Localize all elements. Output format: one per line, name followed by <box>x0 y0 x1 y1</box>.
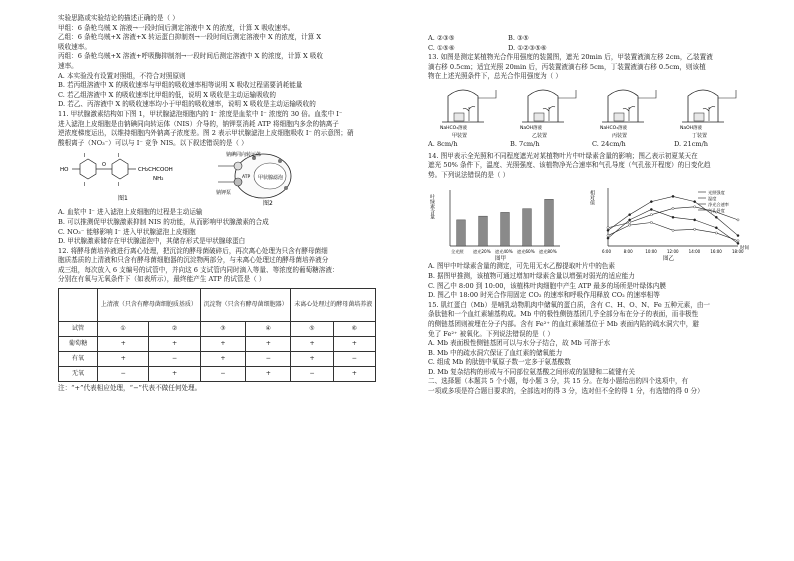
plant-icon <box>703 106 715 121</box>
svg-text:O: O <box>102 162 106 169</box>
data-point <box>672 230 674 232</box>
data-point <box>715 227 717 229</box>
q14-option-d: D. 图乙中 18:00 时光合作用固定 CO₂ 的速率和呼吸作用释放 CO₂ 的速率相等 <box>428 291 660 300</box>
q11-option-c: C. NO₃⁻ 能够影响 I⁻ 进入甲状腺滤泡上皮细胞 <box>58 227 196 236</box>
nis-label: 钠碘同向转运体 <box>226 152 262 159</box>
data-point <box>672 208 674 210</box>
solution-beaker <box>694 113 704 121</box>
table-cell: − <box>149 352 200 367</box>
data-point <box>737 235 739 237</box>
series-line <box>608 223 738 241</box>
x-tick-label: 8:00 <box>623 249 633 255</box>
table-cell: 试管 <box>59 322 98 337</box>
table-cell: + <box>246 367 291 382</box>
nh2-label: NH₂ <box>153 176 164 183</box>
table-cell: − <box>98 367 149 382</box>
svg-text:HO: HO <box>60 167 69 174</box>
q14-option-c: C. 图乙中 8:00 到 10:00，该植株叶肉细胞中产生 ATP 最多的场所是叶绿体内膜 <box>428 281 666 290</box>
q10-option-a: A. 本实验没有设置对照组，不符合对照原则 <box>58 71 186 80</box>
q13-line: 滴右移 0.5cm；适宜光照 20min 后，丙装置液滴右移 5cm，丁装置液滴右移 0.5cm，则该植 <box>428 62 706 71</box>
q13-line: 13. 如图是测定某植物光合作用强度的装置图，遮光 20min 后，甲装置液滴左移 2cm，乙装置液 <box>428 53 713 62</box>
table-row <box>59 322 376 337</box>
q12-line: 胞质基质的上清液和只含有酵母菌细胞器的沉淀物两部分，与未离心处理过的酵母菌培养液分 <box>58 256 329 265</box>
q11-option-d: D. 甲状腺激素储存在甲状腺滤泡中，其储存形式是甲状腺球蛋白 <box>58 237 246 246</box>
data-point <box>629 219 631 221</box>
q14-charts <box>428 180 758 262</box>
solution-label: NaOH溶液 <box>680 125 703 131</box>
q15-option-a: A. Mb 表面极性侧链基团可以与水分子结合，故 Mb 可溶于水 <box>428 339 611 348</box>
table-cell: + <box>200 352 245 367</box>
section2-line: 二、选择题（本题共 5 个小题，每小题 3 分，共 15 分。在每小题给出的四个选项中，有 <box>428 377 689 386</box>
solution-label: NaOH溶液 <box>520 125 543 131</box>
data-point <box>650 222 652 224</box>
table-cell: + <box>333 367 375 382</box>
x-tick-label: 18:00 <box>732 249 744 255</box>
table-cell: ① <box>98 322 149 337</box>
q14-line: 14. 图甲表示全光照和不同程度遮光对某植物叶片中叶绿素含量的影响；图乙表示初夏某天在 <box>428 151 698 160</box>
q11-line: 11. 甲状腺激素结构如下图 1，甲状腺滤泡细胞内的 I⁻ 浓度是血浆中 I⁻ 浓度的 30 倍。血浆中 I⁻ <box>58 109 343 118</box>
apparatus-diagram <box>428 82 758 140</box>
x-tick-label: 16:00 <box>710 249 722 255</box>
q10-option-c: C. 若乙组溶液中 X 的吸收速率比甲组的低，说明 X 吸收是主动运输吸收的 <box>58 90 276 99</box>
bar <box>457 220 466 246</box>
data-point <box>629 214 631 216</box>
chart-right <box>589 188 749 262</box>
table-cell: + <box>98 337 149 352</box>
x-tick-label: 10:00 <box>645 249 657 255</box>
q15-option-b: B. Mb 中的疏水洞穴保证了血红素的储氧能力 <box>428 348 563 357</box>
data-point <box>694 201 696 203</box>
bar <box>523 209 532 246</box>
q11-line: 进入滤泡上皮细胞是由钠碘同向转运体（NIS）介导的，钠钾泵消耗 ATP 将细胞内多余的钠离子 <box>58 119 339 128</box>
q10-line: 乙组：6 条枪乌贼+X 溶液+X 转运蛋白抑制剂→一段时间后测定溶液中 X 的浓度，计算 X <box>58 33 322 42</box>
x-tick-label: 全光照 <box>451 249 464 255</box>
q12-option-d: D. ①②③⑤⑥ <box>508 43 547 52</box>
x-tick-label: 遮光20% <box>473 249 491 255</box>
table-cell: + <box>291 337 333 352</box>
left-column <box>58 0 398 394</box>
svg-text:I: I <box>84 153 86 160</box>
data-point <box>737 219 739 221</box>
table-note: 注：“+”代表相应处理，“−”代表不做任何处理。 <box>58 384 202 393</box>
table-row <box>59 337 376 352</box>
data-point <box>650 209 652 211</box>
bar <box>501 213 510 247</box>
q15-line: 的侧链基团则被埋在分子内部。含有 Fe²⁺ 的血红素辅基位于 Mb 表面内陷的疏水洞穴中，避 <box>428 319 699 328</box>
table-header-cell: 未离心处理过的酵母菌培养液 <box>291 289 376 322</box>
table-header-cell <box>59 289 98 322</box>
data-point <box>607 237 609 239</box>
atp-label: ATP <box>242 175 251 181</box>
formula-label: CH₂CHCOOH <box>138 167 173 174</box>
x-tick-label: 遮光80% <box>539 249 557 255</box>
data-point <box>694 219 696 221</box>
x-tick-label: 14:00 <box>688 249 701 255</box>
table-cell: ⑤ <box>291 322 333 337</box>
svg-text:I: I <box>84 182 86 189</box>
solution-label: NaHCO₃溶液 <box>600 125 627 131</box>
q11-line: 酸根离子（NO₃⁻）可以与 I⁻ 竞争 NIS。以下叙述错误的是（ ） <box>58 138 248 147</box>
q15-line: 15. 肌红蛋白（Mb）是哺乳动物肌肉中储氧的蛋白质，含有 C、H、O、N、Fe 五种元素，由一 <box>428 300 711 309</box>
x-axis-label: 时间 <box>740 246 749 252</box>
table-cell: − <box>291 367 333 382</box>
chart-left <box>429 190 560 262</box>
q11-option-a: A. 血浆中 I⁻ 进入滤泡上皮细胞的过程是主动运输 <box>58 208 203 217</box>
q10-line: 速率。 <box>58 61 78 70</box>
q15-line: 免了 Fe²⁺ 被氧化。下列说法错误的是（ ） <box>428 329 555 338</box>
svg-text:I: I <box>118 153 120 160</box>
q13-option-b: B. 7cm/h <box>510 139 540 148</box>
table-row-label: 葡萄糖 <box>59 337 98 352</box>
q12-option-c: C. ①⑤⑥ <box>428 43 455 52</box>
apparatus-label: 甲装置 <box>452 132 468 139</box>
bar <box>479 216 488 246</box>
data-point <box>737 240 739 242</box>
q13-option-d: D. 21cm/h <box>674 139 709 148</box>
table-cell: + <box>291 352 333 367</box>
plant-icon <box>543 106 555 121</box>
data-point <box>607 235 609 237</box>
legend-label: 光照强度 <box>708 190 725 196</box>
data-point <box>607 227 609 229</box>
solution-beaker <box>454 113 464 121</box>
data-point <box>607 230 609 232</box>
q13-options <box>428 140 758 150</box>
table-cell: + <box>333 337 375 352</box>
experiment-table <box>58 288 376 382</box>
q10-intro: 实验思路或实验结论的描述正确的是（ ） <box>58 14 179 22</box>
q11-line: 逆浓度梯度运出，以维持细胞内外钠离子浓度差。图 2 表示甲状腺滤泡上皮细胞吸收 I⁻ 的示意图；硝 <box>58 129 354 138</box>
q10-option-d: D. 若乙、丙溶液中 X 的吸收速率均小于甲组的吸收速率，说明 X 吸收是主动运输吸收的 <box>58 100 316 109</box>
plant-icon <box>463 106 475 121</box>
q13-option-c: C. 24cm/h <box>592 139 626 148</box>
q10-line: 吸收速率。 <box>58 42 91 51</box>
cell-label: 甲状腺滤泡 <box>258 175 284 182</box>
table-header-cell: 沉淀物（只含有酵母菌细胞器） <box>200 289 291 322</box>
data-point <box>650 201 652 203</box>
data-point <box>650 214 652 216</box>
table-cell: + <box>246 337 291 352</box>
y-axis-label: 相对值 <box>589 190 595 206</box>
plant-icon <box>623 106 635 121</box>
data-point <box>672 217 674 219</box>
data-point <box>672 196 674 198</box>
fig2-caption: 图2 <box>263 200 273 208</box>
data-point <box>629 224 631 226</box>
table-cell: ⑥ <box>333 322 375 337</box>
q12-line: 分别在有氧与无氧条件下（如表所示），最终能产生 ATP 的试管是（ ） <box>58 275 266 284</box>
q12-option-a: A. ②③⑤ <box>428 34 455 42</box>
data-point <box>694 229 696 231</box>
data-point <box>737 243 739 245</box>
q12-line: 成三组，每次放入 6 支编号的试管中，并向这 6 支试管内同时滴入等量、等浓度的葡萄糖溶液： <box>58 265 339 274</box>
right-column <box>428 0 758 397</box>
section2-line: 一项或多项是符合题目要求的，全部选对的得 3 分，选对但不全的得 1 分，有选错的得 0 分） <box>428 387 704 396</box>
thyroid-figure <box>58 148 318 208</box>
table-cell: ④ <box>246 322 291 337</box>
table-cell: + <box>149 367 200 382</box>
legend-label: 温度 <box>708 196 717 202</box>
table-row-label: 无氧 <box>59 367 98 382</box>
q13-line: 物在上述光照条件下，总光合作用强度为（ ） <box>428 72 562 81</box>
x-tick-label: 遮光40% <box>495 249 513 255</box>
q10-line: 甲组：6 条枪乌贼 X 溶液→一段时间后测定溶液中 X 的浓度，计算 X 吸收速率。 <box>58 23 295 32</box>
table-header-row <box>59 289 376 322</box>
table-cell: + <box>149 337 200 352</box>
q10-line: 丙组：6 条枪乌贼+X 溶液+呼吸酶抑制剂→一段时间后测定溶液中 X 的浓度，计算 X 吸收 <box>58 52 324 61</box>
table-cell: + <box>98 352 149 367</box>
q15-option-c: C. 组成 Mb 的肽链中氧原子数一定多于氨基酸数 <box>428 358 571 367</box>
x-tick-label: 6:00 <box>602 249 611 255</box>
data-point <box>715 217 717 219</box>
tube <box>718 90 736 98</box>
q14-charts-svg <box>428 180 758 262</box>
q12-option-b: B. ③⑤ <box>508 34 529 42</box>
tube <box>478 90 496 98</box>
table-row <box>59 367 376 382</box>
data-point <box>694 206 696 208</box>
fig1-caption: 图1 <box>118 195 128 203</box>
tube <box>558 90 576 98</box>
svg-text:I: I <box>118 182 120 189</box>
table-cell: − <box>200 367 245 382</box>
data-point <box>629 222 631 224</box>
q12-line: 12. 将酵母菌培养液进行离心处理，把沉淀的酵母菌破碎后，再次离心处理为只含有酵母菌细 <box>58 246 328 255</box>
q14-line: 遮光 50% 条件下，温度、光照强度、该植物净光合速率和气孔导度（气孔张开程度）的日变化趋 <box>428 161 711 170</box>
q12-options <box>428 44 758 54</box>
table-cell: ② <box>149 322 200 337</box>
table-row-label: 有氧 <box>59 352 98 367</box>
chart-caption: 图乙 <box>663 256 675 263</box>
q13-figure <box>428 82 758 140</box>
table-cell: + <box>200 337 245 352</box>
q14-line: 势。下列说法错误的是（ ） <box>428 170 510 179</box>
q15-line: 条肽链和一个血红素辅基构成。Mb 中的极性侧链基团几乎全部分布在分子的表面，而非极性 <box>428 310 699 319</box>
q14-option-b: B. 据图甲推测，该植物可通过增加叶绿素含量以增强对弱光的适应能力 <box>428 271 635 280</box>
legend-label: 净光合速率 <box>708 202 729 208</box>
solution-label: NaHCO₃溶液 <box>440 125 467 131</box>
table-row <box>59 352 376 367</box>
apparatus-label: 丁装置 <box>692 132 708 139</box>
x-tick-label: 12:00 <box>667 249 679 255</box>
q10-option-b: B. 若丙组溶液中 X 的吸收速率与甲组的吸收速率相等说明 X 吸收过程需要消耗能量 <box>58 81 303 90</box>
q14-option-a: A. 图甲中叶绿素含量的测定，可先用无水乙醇提取叶片中的色素 <box>428 262 615 271</box>
solution-beaker <box>534 113 544 121</box>
q11-figure <box>58 148 398 208</box>
solution-beaker <box>614 113 624 121</box>
data-point <box>715 232 717 234</box>
legend-label: 气孔导度 <box>708 208 725 214</box>
bar <box>545 200 554 247</box>
tube <box>638 90 656 98</box>
table-cell: − <box>333 352 375 367</box>
pump-label: 钠钾泵 <box>216 190 232 197</box>
q11-option-b: B. 可以推测促甲状腺激素抑制 NIS 的功能，从而影响甲状腺激素的合成 <box>58 217 269 226</box>
table-cell: ③ <box>200 322 245 337</box>
table-cell: − <box>246 352 291 367</box>
apparatus-label: 丙装置 <box>612 132 628 139</box>
q13-option-a: A. 8cm/h <box>428 139 458 148</box>
q12-options <box>428 34 758 44</box>
y-axis-label: 叶绿素含量 <box>429 194 435 220</box>
table-header-cell: 上清液（只含有酵母菌细胞质基质） <box>98 289 201 322</box>
x-tick-label: 遮光60% <box>517 249 535 255</box>
chart-caption: 图甲 <box>495 256 507 263</box>
apparatus-label: 乙装置 <box>532 132 548 139</box>
q15-option-d: D. Mb 复杂结构的形成与不同部位氨基酸之间形成的氢键和二硫键有关 <box>428 367 635 376</box>
